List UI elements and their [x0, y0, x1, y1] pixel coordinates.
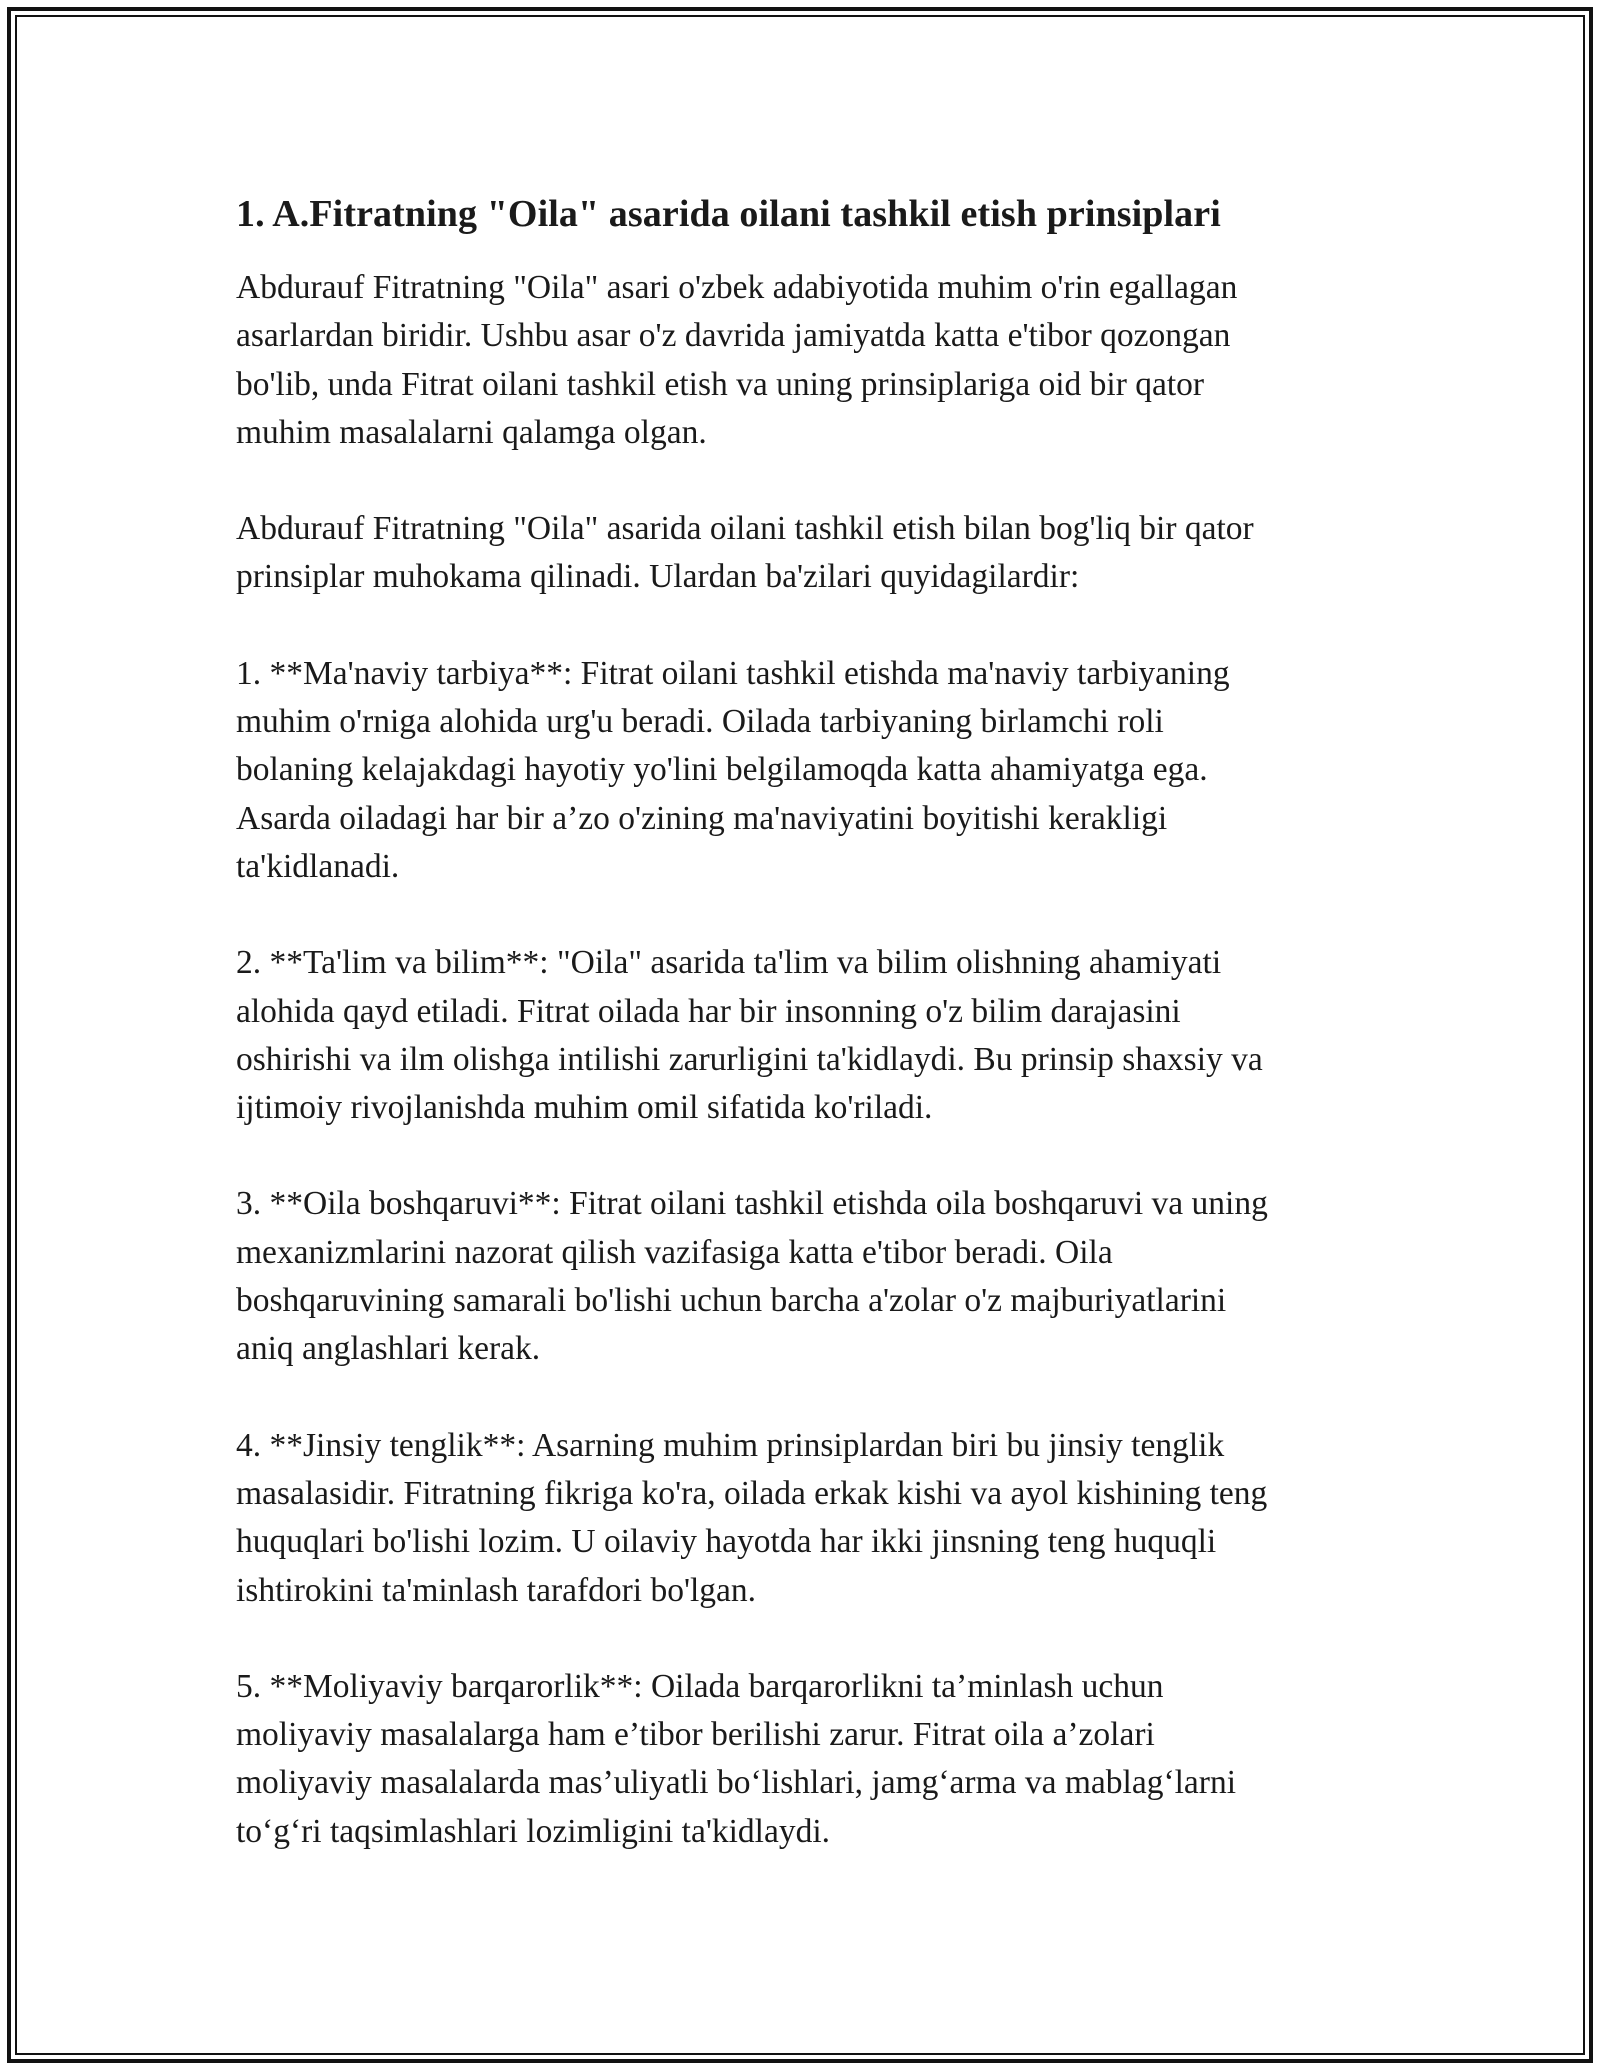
principle-5-paragraph: 5. **Moliyaviy barqarorlik**: Oilada barqarorlikni ta’minlash uchun moliyaviy masalalarga ham e’tibor berilishi zarur. Fitrat oila a’zolari moliyaviy masalalarda mas’uliyatli bo‘lishlari, jamg‘arma va mablag‘larni to‘g‘ri taqsimlashlari lozimligini ta'kidlaydi.	[236, 1667, 1237, 1850]
principles-intro-paragraph: Abdurauf Fitratning "Oila" asarida oilani tashkil etish bilan bog'liq bir qator prinsiplar muhokama qilinadi. Ulardan ba'zilari quyidagilardir:	[236, 510, 1254, 596]
principle-2-paragraph: 2. **Ta'lim va bilim**: "Oila" asarida ta'lim va bilim olishning ahamiyati alohida qayd etiladi. Fitrat oilada har bir insonning o'z bilim darajasini oshirishi va ilm olishga intilishi zarurligini ta'kidlaydi. Bu prinsip shaxsiy va ijtimoiy rivojlanishda muhim omil sifatida ko'riladi.	[236, 944, 1263, 1127]
principle-1-paragraph: 1. **Ma'naviy tarbiya**: Fitrat oilani tashkil etishda ma'naviy tarbiyaning muhim o'rniga alohida urg'u beradi. Oilada tarbiyaning birlamchi roli bolaning kelajakdagi hayotiy yo'lini belgilamoqda katta ahamiyatga ega. Asarda oiladagi har bir a’zo o'zining ma'naviyatini boyitishi kerakligi ta'kidlanadi.	[236, 654, 1230, 885]
document-body	[236, 188, 1386, 1904]
intro-paragraph: Abdurauf Fitratning "Oila" asari o'zbek adabiyotida muhim o'rin egallagan asarlardan biridir. Ushbu asar o'z davrida jamiyatda katta e'tibor qozongan bo'lib, unda Fitrat oilani tashkil etish va uning prinsiplariga oid bir qator muhim masalalarni qalamga olgan.	[236, 269, 1238, 451]
principle-3-paragraph: 3. **Oila boshqaruvi**: Fitrat oilani tashkil etishda oila boshqaruvi va uning mexanizmlarini nazorat qilish vazifasiga katta e'tibor beradi. Oila boshqaruvining samarali bo'lishi uchun barcha a'zolar o'z majburiyatlarini aniq anglashlari kerak.	[236, 1185, 1268, 1368]
principle-4-paragraph: 4. **Jinsiy tenglik**: Asarning muhim prinsiplardan biri bu jinsiy tenglik masalasidir. Fitratning fikriga ko'ra, oilada erkak kishi va ayol kishining teng huquqlari bo'lishi lozim. U oilaviy hayotda har ikki jinsning teng huquqli ishtirokini ta'minlash tarafdori bo'lgan.	[236, 1426, 1268, 1609]
document-title: 1. A.Fitratning "Oila" asarida oilani tashkil etish prinsiplari	[236, 193, 1221, 235]
